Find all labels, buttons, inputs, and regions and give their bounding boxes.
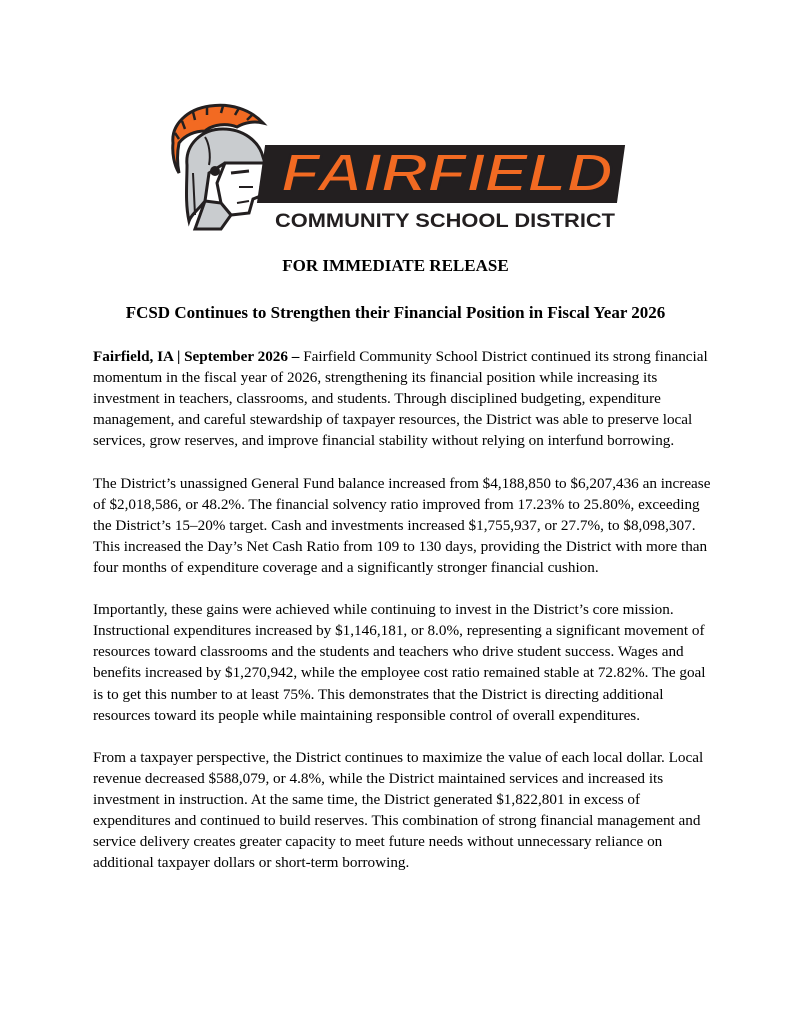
fairfield-wordmark: [257, 143, 625, 232]
press-release-body: [93, 346, 713, 894]
press-release-headline: FCSD Continues to Strengthen their Financial Position in Fiscal Year 2026: [125, 303, 666, 322]
body-paragraph-3: Importantly, these gains were achieved while continuing to invest in the District’s core mission. Instructional expenditures increased by $1,146,181, or 8.0%, representing a significant movement of resources toward classrooms and the students and teachers who drive student success. Wages and benefits increased by $1,270,942, while the employee cost ratio remained stable at 72.82%. The goal is to get this number to at least 75%. This demonstrates that the District is directing additional resources toward its people while maintaining responsible control of overall expenditures.: [93, 601, 706, 724]
body-paragraph-1: [93, 346, 713, 451]
district-logo: [165, 103, 635, 233]
paragraph-text: Fairfield Community School District continued its strong financial momentum in the fiscal year of 2026, strengthening its financial position while increasing its investment in teachers, classrooms, and students. Through disciplined budgeting, expenditure management, and careful stewardship of taxpayer resources, the District was able to preserve local services, grow reserves, and improve financial stability without relying on interfund borrowing.: [93, 348, 708, 450]
dateline: Fairfield, IA | September 2026 –: [93, 348, 300, 365]
body-paragraph-2: The District’s unassigned General Fund balance increased from $4,188,850 to $6,207,436 an increase of $2,018,586, or 48.2%. The financial solvency ratio improved from 17.23% to 25.80%, exceeding the District’s 15–20% target. Cash and investments increased $1,755,937, or 27.7%, to $8,098,307. This increased the Day’s Net Cash Ratio from 109 to 130 days, providing the District with more than four months of expenditure coverage and a significantly stronger financial cushion.: [93, 474, 711, 576]
body-paragraph-4: From a taxpayer perspective, the District continues to maximize the value of each local dollar. Local revenue decreased $588,079, or 4.8%, while the District maintained services and increased its investment in instruction. At the same time, the District generated $1,822,801 in excess of expenditures and continued to build reserves. This combination of strong financial management and service delivery creates greater capacity to meet future needs without unnecessary reliance on additional taxpayer dollars or short-term borrowing.: [93, 748, 704, 872]
release-label: FOR IMMEDIATE RELEASE: [282, 256, 509, 275]
logo-wordmark: FAIRFIELD: [281, 143, 613, 203]
logo-subtitle: COMMUNITY SCHOOL DISTRICT: [275, 211, 616, 232]
trojan-helmet-mascot-icon: [173, 105, 269, 229]
